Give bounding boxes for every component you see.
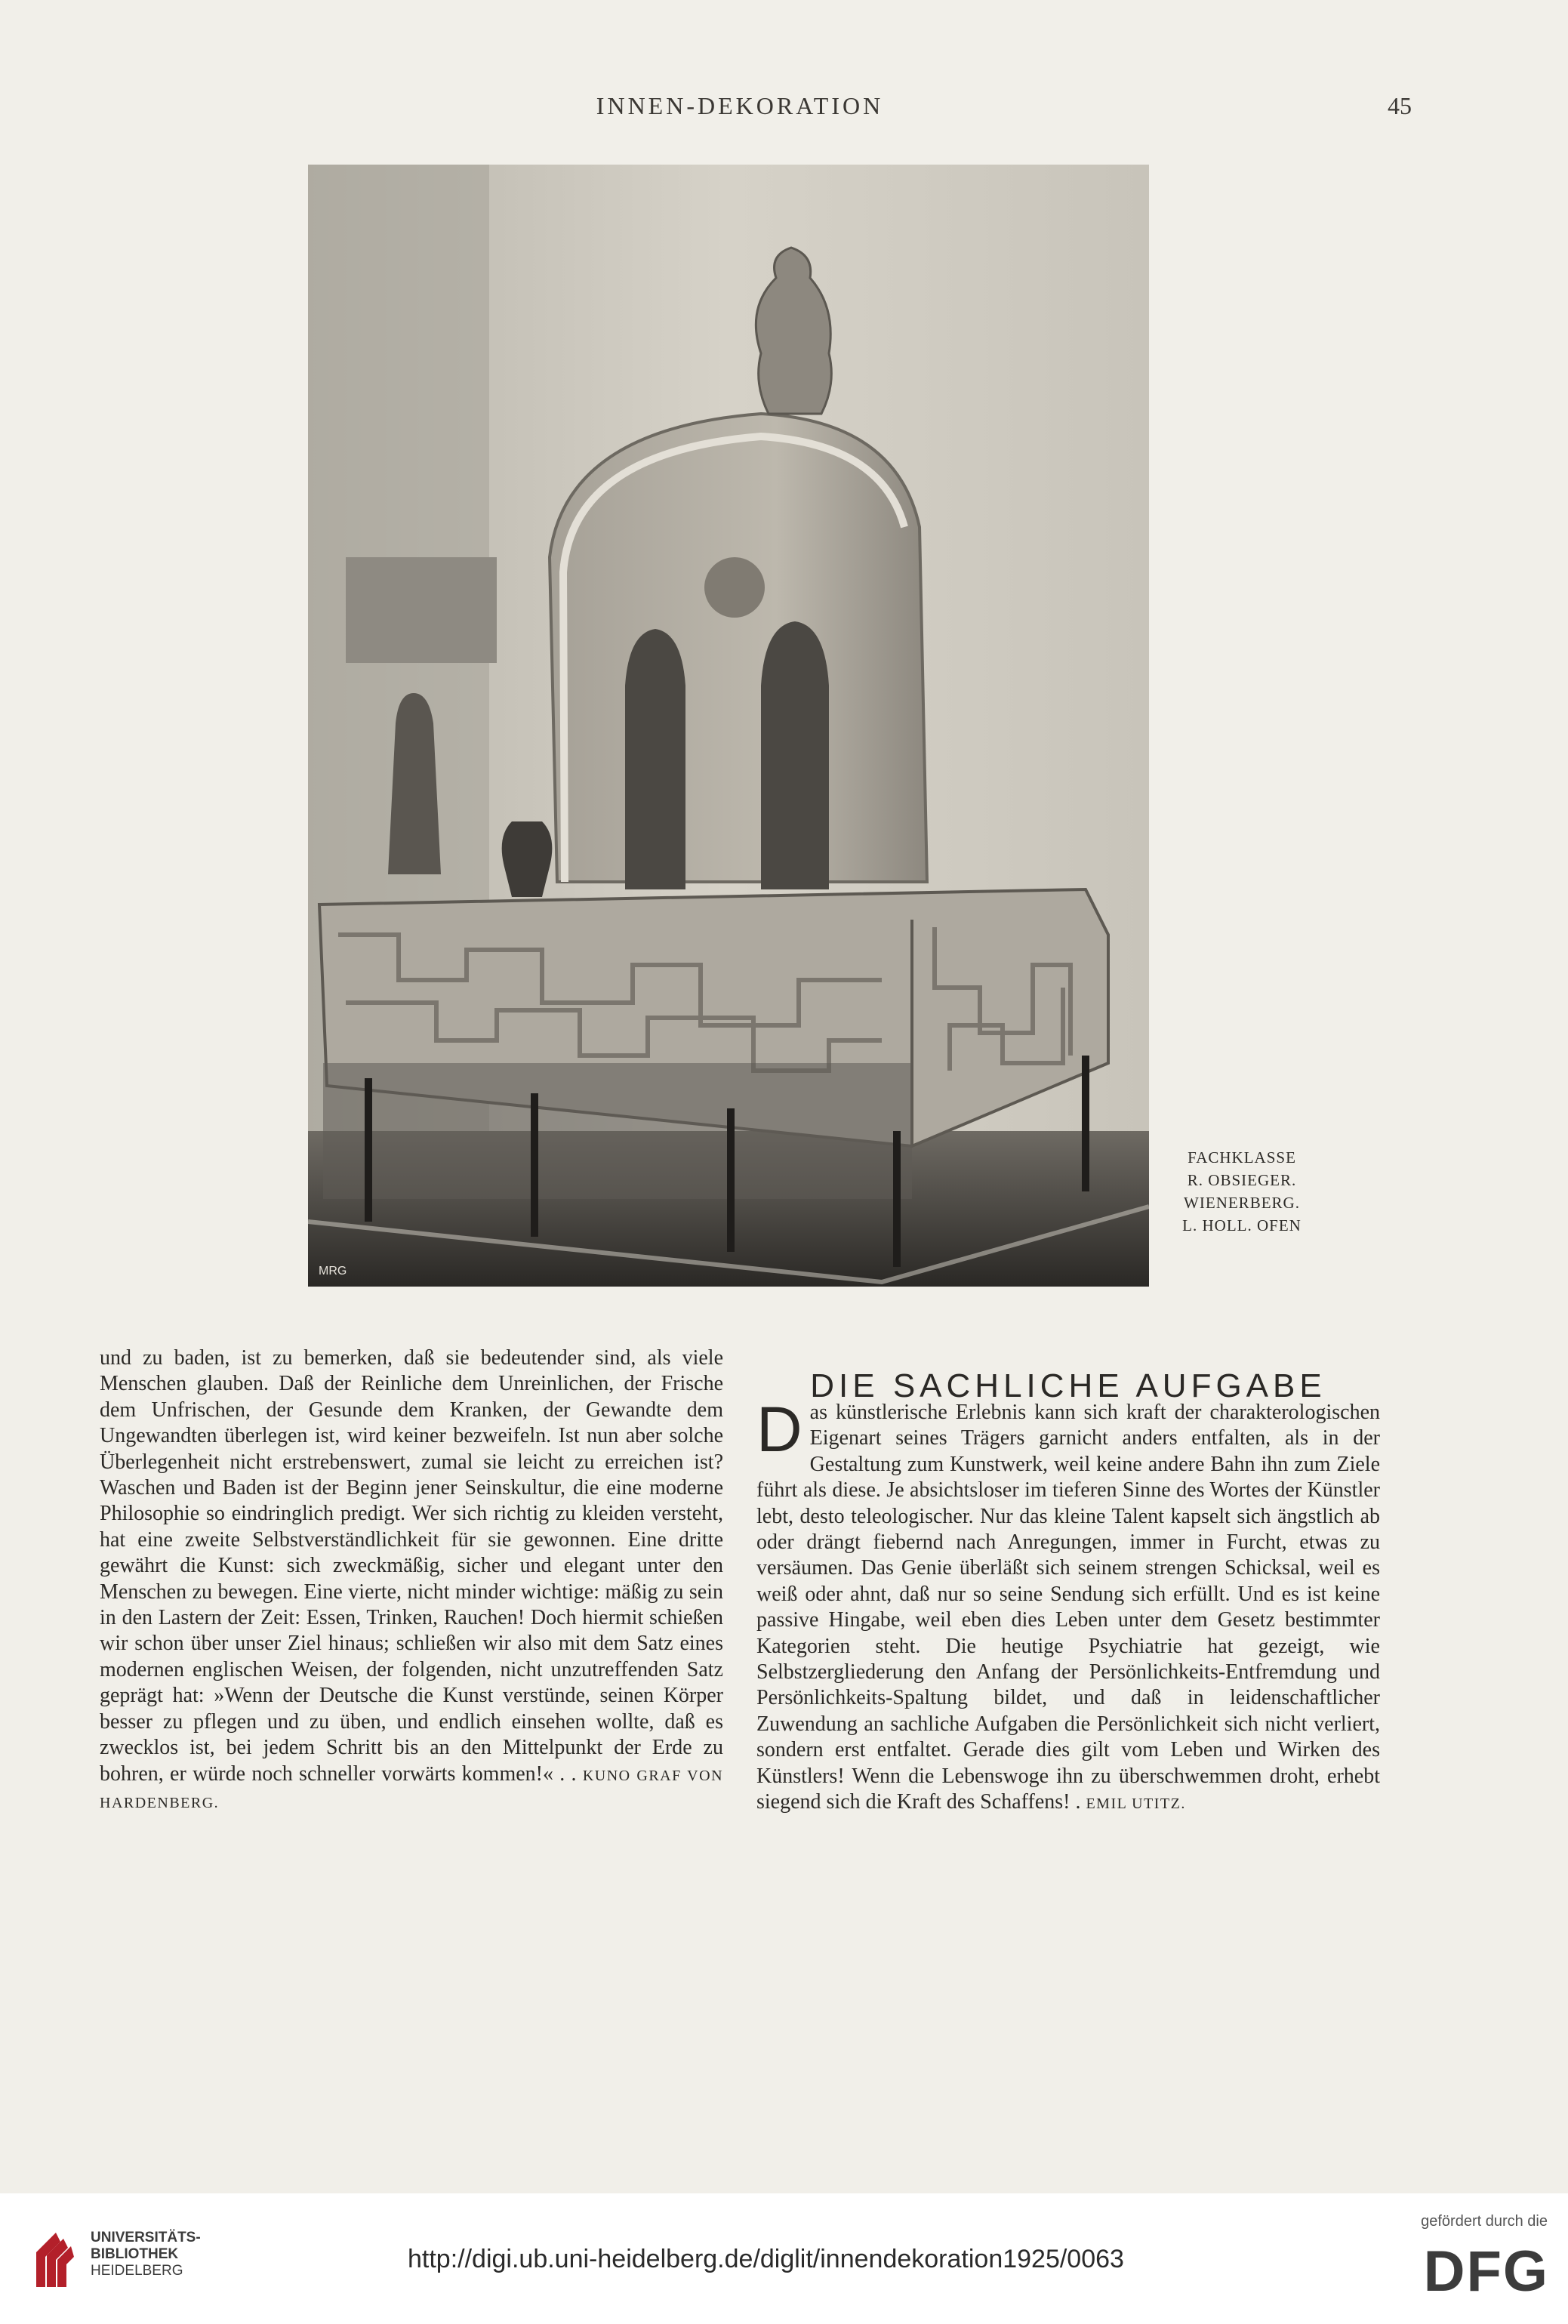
- permalink-url[interactable]: http://digi.ub.uni-heidelberg.de/diglit/innendekoration1925/0063: [408, 2245, 1124, 2273]
- caption-line: FACHKLASSE: [1188, 1148, 1296, 1167]
- right-column: [756, 1394, 1380, 1817]
- university-library-logo-icon: [30, 2230, 79, 2290]
- author-signature-left: KUNO GRAF VON HARDENBERG.: [100, 1767, 724, 1811]
- digitization-footer: [0, 2193, 1568, 2324]
- caption-line: WIENERBERG.: [1184, 1194, 1300, 1212]
- running-head: INNEN-DEKORATION: [596, 92, 884, 119]
- left-column: [100, 1345, 723, 1816]
- author-signature-right: EMIL UTITZ.: [1086, 1795, 1186, 1813]
- library-name-line: BIBLIOTHEK: [91, 2246, 179, 2262]
- caption-line: L. HOLL. OFEN: [1182, 1216, 1302, 1234]
- right-column-text: as künstlerische Erlebnis kann sich kraft der charakterologischen Eigenart seines Trägers garnicht anders entfalten, als in der Gestaltung zum Kunstwerk, weil keine andere Bahn ihn zum Ziele führt als diese. Je absichtsloser im tieferen Sinne des Wortes der Künstler lebt, desto teleologischer. Nur das kleine Talent kapselt sich ängstlich ab oder drängt fiebernd nach Anregungen, immer in Furcht, etwas zu versäumen. Das Genie überläßt sich seinem strengen Schicksal, weil es weiß oder ahnt, daß nur so seine Sendung sich erfüllt. Und es ist keine passive Hingabe, weil eben dies Leben unter dem Gesetz bestimmter Kategorien steht. Die heutige Psychiatrie hat gezeigt, wie Selbstzergliederung den Anfang der Persönlichkeits-Entfremdung und Persönlichkeits-Spaltung bildet, und daß in leidenschaftlicher Zuwendung an sachliche Aufgaben die Persönlichkeit sich nicht verliert, sondern erst entfaltet. Gerade dies gilt vom Leben und Wirken des Künstlers! Wenn die Lebenswoge ihn zu überschwemmen droht, erhebt siegend sich die Kraft des Schaffens! .: [756, 1401, 1380, 1814]
- page-number: 45: [1388, 92, 1412, 119]
- drop-cap: D: [756, 1394, 802, 1465]
- library-city: HEIDELBERG: [91, 2263, 183, 2279]
- dfg-logo: DFG: [1423, 2239, 1549, 2304]
- library-name-line: UNIVERSITÄTS-: [91, 2230, 201, 2245]
- photo-monogram: MRG: [319, 1265, 347, 1278]
- photograph-ceramic-stove: [308, 165, 1149, 1287]
- university-library-name: [91, 2230, 287, 2279]
- funding-label: gefördert durch die: [1421, 2213, 1548, 2230]
- article-title: DIE SACHLICHE AUFGABE: [810, 1367, 1326, 1405]
- figure-caption: [1155, 1146, 1329, 1237]
- stove-illustration: [308, 165, 1149, 1287]
- caption-line: R. OBSIEGER.: [1187, 1171, 1297, 1189]
- left-column-text: und zu baden, ist zu bemerken, daß sie bedeutender sind, als viele Menschen glauben. Daß der Reinliche dem Unreinlichen, der Frische dem Unfrischen, der Gesunde dem Kranken, der Gewandte dem Ungewandten überlegen ist, wird keiner bezweifeln. Ist nun aber solche Überlegenheit nicht erstrebenswert, zumal sie leicht zu erreichen ist? Waschen und Baden ist der Beginn jener Seinskultur, die eine moderne Philosophie so eindringlich predigt. Wer sich richtig zu kleiden versteht, hat eine zweite Selbstverständlichkeit für sie gewonnen. Eine dritte gewährt die Kunst: sich zweckmäßig, sicher und elegant unter den Menschen zu bewegen. Eine vierte, nicht minder wichtige: mäßig zu sein in den Lastern der Zeit: Essen, Trinken, Rauchen! Doch hiermit schießen wir schon über unser Ziel hinaus; schließen wir also mit dem Satz eines modernen englischen Weisen, der folgenden, nicht unzutreffenden Satz geprägt hat: »Wenn der Deutsche die Kunst verstünde, seinen Körper besser zu pflegen und zu üben, und endlich einsehen wollte, daß es zwecklos ist, bei jedem Schritt bis an den Mittelpunkt der Erde zu bohren, er würde noch schneller vorwärts kommen!« . .: [100, 1346, 723, 1786]
